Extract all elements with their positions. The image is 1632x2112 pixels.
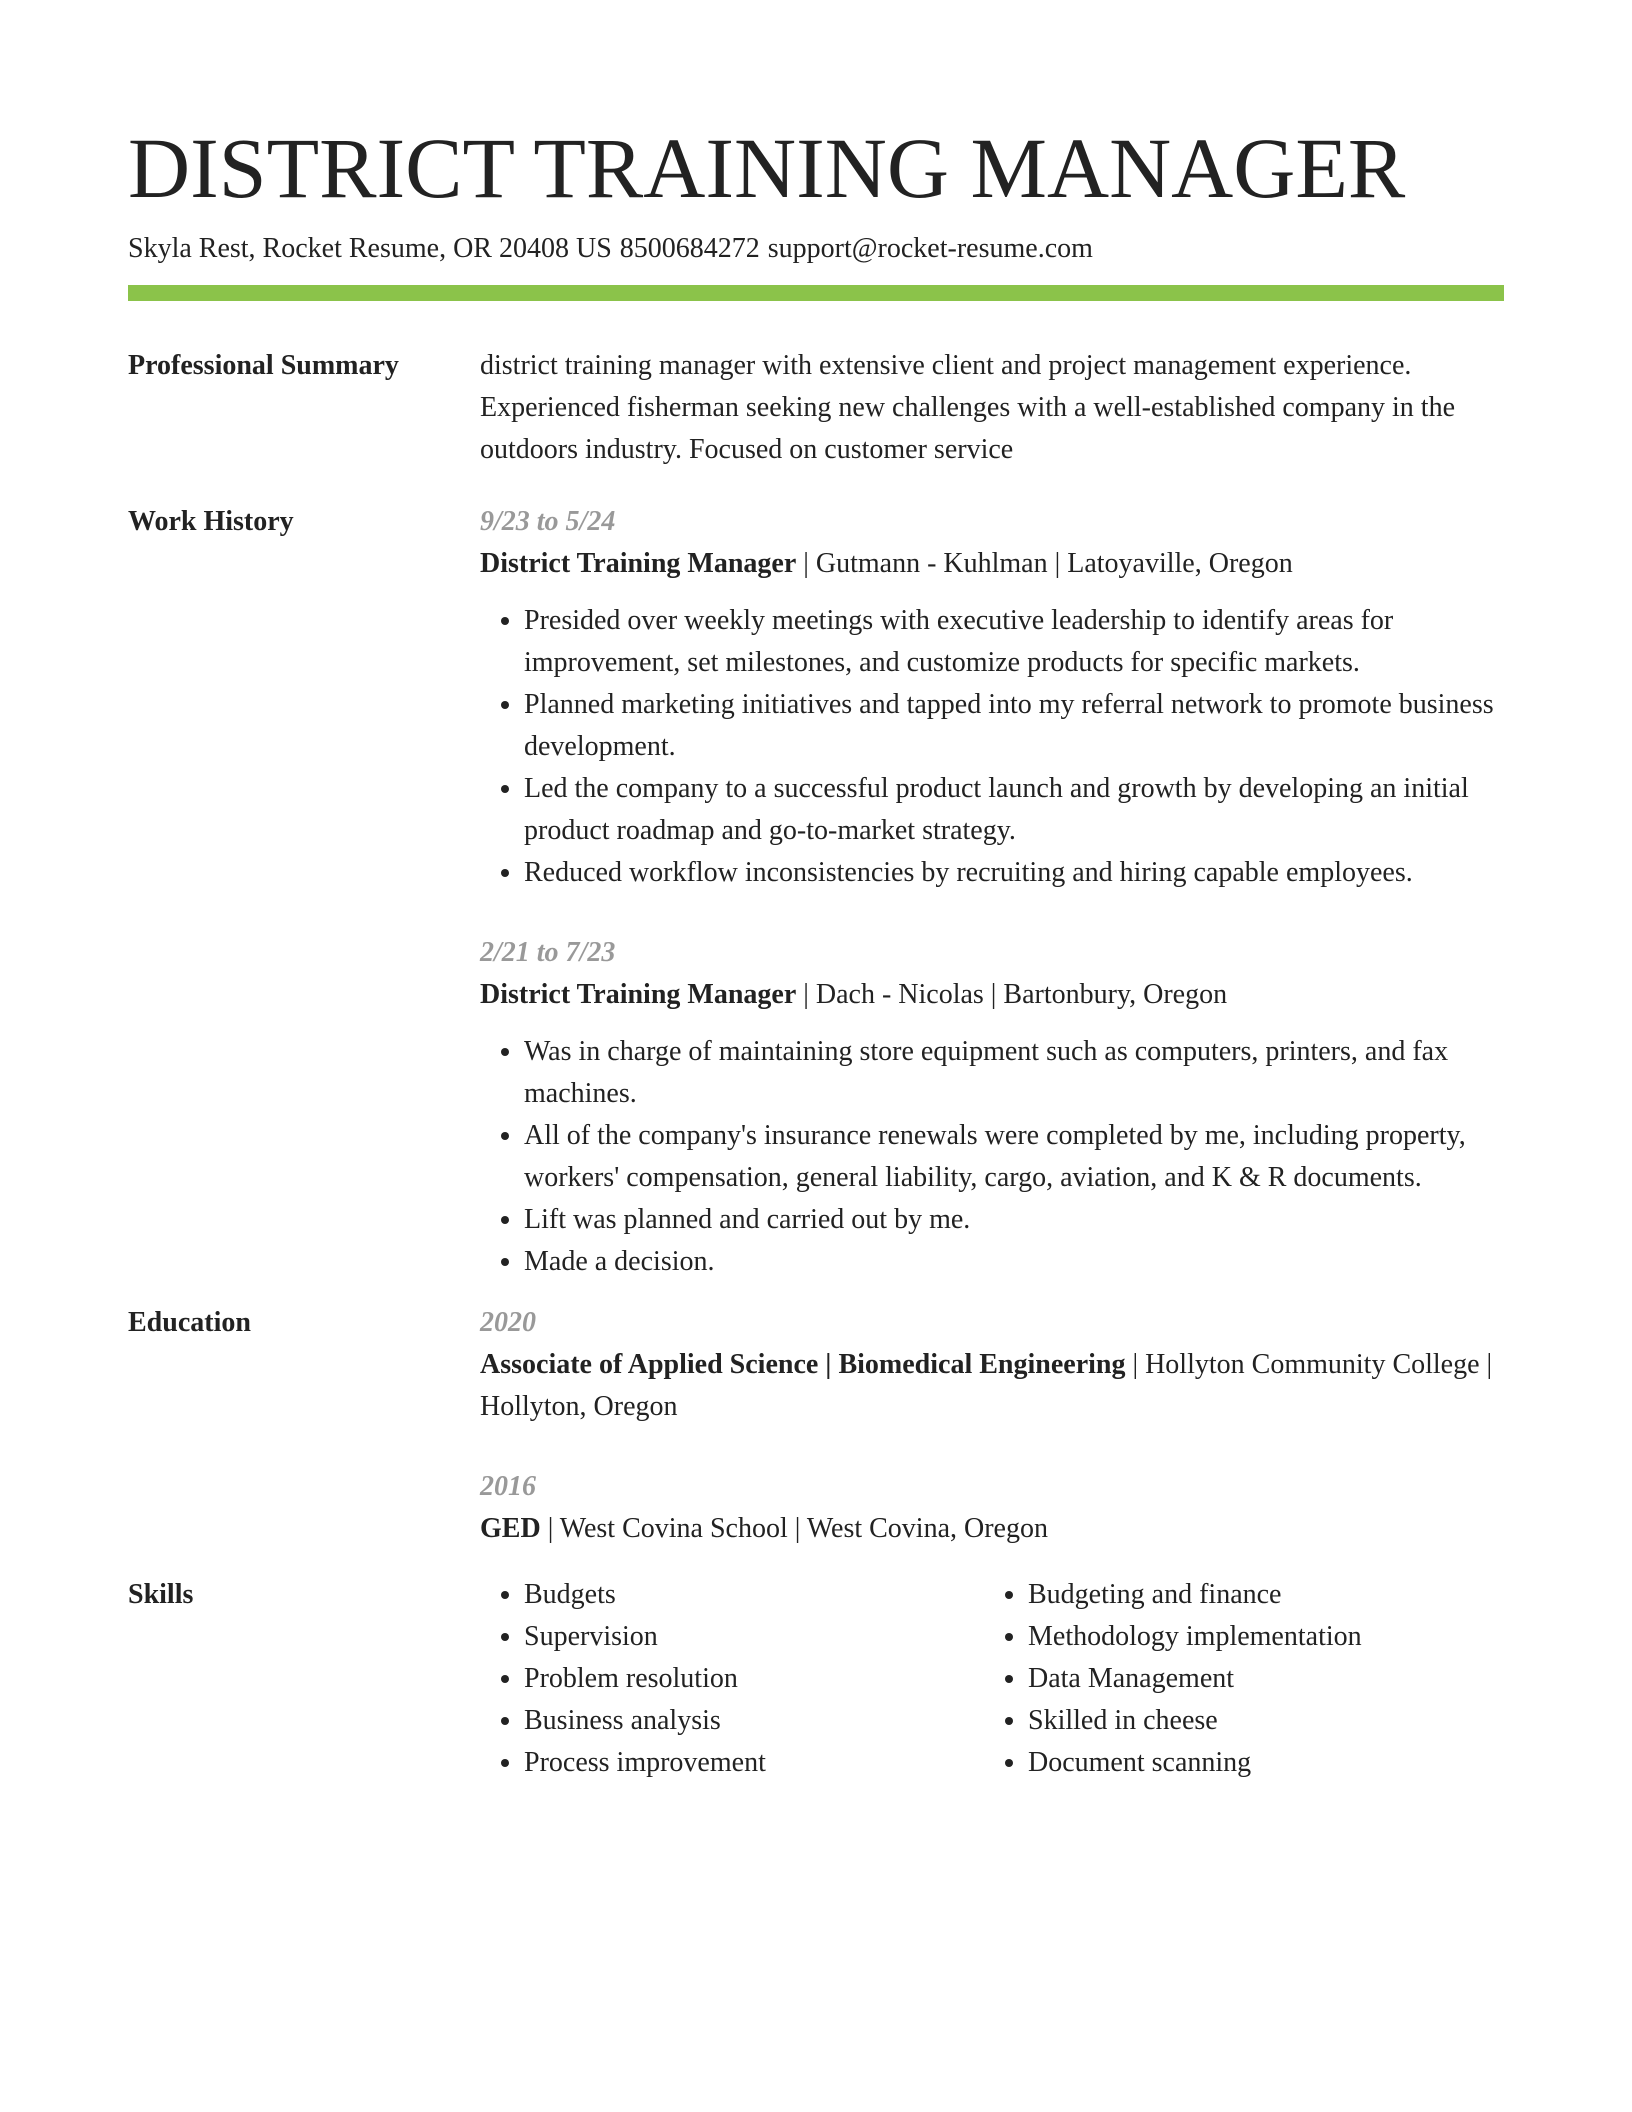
skill-item: • Budgets (524, 1574, 984, 1616)
job-bullets (480, 600, 1504, 894)
skills-list-left (480, 1574, 984, 1784)
education-year: 2016 (480, 1471, 536, 1502)
skill-item: • Skilled in cheese (1028, 1700, 1488, 1742)
education-body (480, 1302, 1504, 1550)
job-title-line (480, 974, 1504, 1016)
job-bullets (480, 1031, 1504, 1283)
contact-email: support@rocket-resume.com (767, 233, 1093, 264)
work-history-label: Work History (128, 506, 294, 537)
job-bullet: • Led the company to a successful product launch and growth by developing an initial product roadmap and go-to-market strategy. (524, 768, 1504, 852)
skills-label: Skills (128, 1579, 194, 1610)
skill-item: • Process improvement (524, 1742, 984, 1784)
work-history-body (480, 501, 1504, 1283)
job-title: District Training Manager (480, 979, 797, 1010)
education-details: | West Covina School | West Covina, Oregon (540, 1513, 1048, 1544)
job-entry (480, 501, 1504, 894)
education-label: Education (128, 1307, 251, 1338)
education-entry (480, 1466, 1504, 1550)
contact-address: Skyla Rest, Rocket Resume, OR 20408 US (128, 233, 612, 264)
skill-item: • Supervision (524, 1616, 984, 1658)
skill-item: • Data Management (1028, 1658, 1488, 1700)
skill-item: • Methodology implementation (1028, 1616, 1488, 1658)
job-bullet: • Lift was planned and carried out by me. (524, 1199, 1504, 1241)
education-degree: GED (480, 1513, 541, 1544)
job-bullet: • Planned marketing initiatives and tapped into my referral network to promote business development. (524, 684, 1504, 768)
skill-item: • Problem resolution (524, 1658, 984, 1700)
job-details: | Gutmann - Kuhlman | Latoyaville, Oregon (796, 548, 1293, 579)
job-bullet: • Was in charge of maintaining store equipment such as computers, printers, and fax machines. (524, 1031, 1504, 1115)
summary-body (480, 345, 1504, 471)
summary-label: Professional Summary (128, 350, 399, 381)
contact-line (128, 230, 1093, 268)
job-bullet: • Made a decision. (524, 1241, 1504, 1283)
skills-list-right (984, 1574, 1488, 1784)
resume-name: DISTRICT TRAINING MANAGER (128, 120, 1406, 216)
skill-item: • Budgeting and finance (1028, 1574, 1488, 1616)
job-title-line (480, 543, 1504, 585)
job-dates: 9/23 to 5/24 (480, 506, 616, 537)
education-year: 2020 (480, 1307, 536, 1338)
job-bullet: • Presided over weekly meetings with executive leadership to identify areas for improvement, set milestones, and customize products for specific markets. (524, 600, 1504, 684)
skills-columns (480, 1574, 1504, 1784)
skill-item: • Document scanning (1028, 1742, 1488, 1784)
contact-phone: 8500684272 (619, 233, 760, 264)
education-title-line (480, 1508, 1504, 1550)
education-entry (480, 1302, 1504, 1428)
skill-item: • Business analysis (524, 1700, 984, 1742)
job-dates: 2/21 to 7/23 (480, 937, 616, 968)
education-degree: Associate of Applied Science | Biomedical Engineering (480, 1349, 1126, 1380)
job-bullet: • Reduced workflow inconsistencies by recruiting and hiring capable employees. (524, 852, 1504, 894)
job-entry (480, 932, 1504, 1283)
skills-body (480, 1574, 1504, 1784)
header-accent-rule (128, 285, 1504, 301)
job-details: | Dach - Nicolas | Bartonbury, Oregon (796, 979, 1228, 1010)
summary-text: district training manager with extensive client and project management experience. Experienced fisherman seeking new challenges with a well-established company in the outdoors industry. Focused on customer service (480, 350, 1455, 465)
job-title: District Training Manager (480, 548, 797, 579)
education-title-line (480, 1344, 1504, 1428)
job-bullet: • All of the company's insurance renewals were completed by me, including property, workers' compensation, general liability, cargo, aviation, and K & R documents. (524, 1115, 1504, 1199)
education-details: | Hollyton Community College | Hollyton, Oregon (480, 1349, 1493, 1422)
